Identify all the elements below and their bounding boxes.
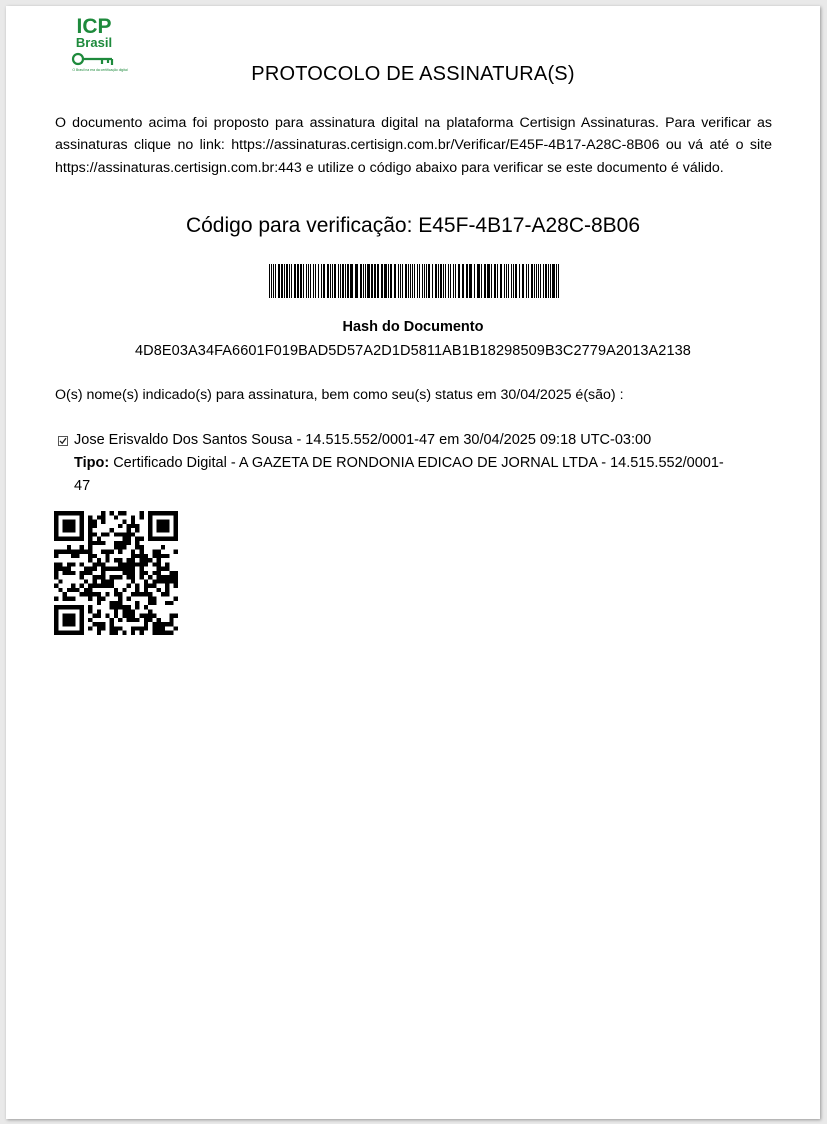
intro-paragraph: O documento acima foi proposto para assinatura digital na plataforma Certisign Assinaturas. Para verificar as assinaturas clique no link: https://assinaturas.certisign.com.br/Verificar/E45F-4B17-A28C-8B06 ou vá até o site https://assinaturas.certisign.com.br:443 e utilize o código abaixo para verificar se este documento é válido. — [55, 115, 772, 176]
verification-code: Código para verificação: E45F-4B17-A28C-8B06 — [185, 214, 641, 237]
signer-name-line: Jose Erisvaldo Dos Santos Sousa - 14.515.552/0001-47 em 30/04/2025 09:18 UTC-03:00 — [74, 432, 652, 448]
logo-line2: Brasil — [75, 35, 113, 50]
logo-tagline: O Brasil na era da certificação digital — [72, 68, 128, 72]
check-icon — [59, 437, 67, 445]
page-title: PROTOCOLO DE ASSINATURA(S) — [251, 63, 575, 85]
qr-code-image — [54, 511, 178, 635]
logo-line1: ICP — [76, 15, 112, 38]
signer-entry — [58, 429, 734, 498]
hash-value: 4D8E03A34FA6601F019BAD5D57A2D1D5811AB1B18298509B3C2779A2013A2138 — [135, 343, 691, 359]
status-line: O(s) nome(s) indicado(s) para assinatura, bem como seu(s) status em 30/04/2025 é(são) : — [55, 387, 624, 403]
hash-label: Hash do Documento — [342, 319, 484, 335]
signer-type-line — [74, 452, 734, 498]
barcode-image — [269, 264, 560, 298]
document-page — [6, 6, 820, 1119]
signed-checkbox — [58, 436, 68, 446]
signer-type-label: Tipo: — [74, 455, 110, 471]
signer-type-value: Certificado Digital - A GAZETA DE RONDONIA EDICAO DE JORNAL LTDA - 14.515.552/0001-47 — [74, 455, 724, 494]
